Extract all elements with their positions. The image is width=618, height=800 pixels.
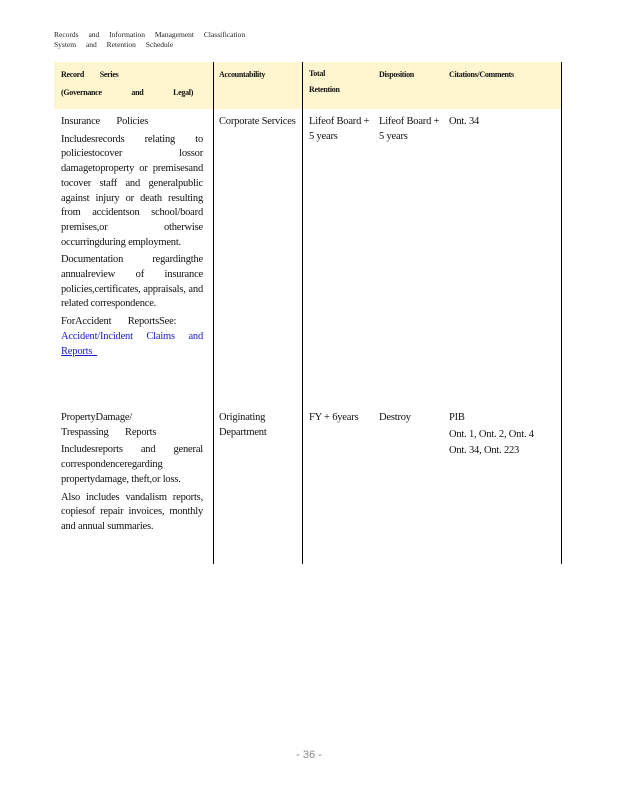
accountability-cell: Corporate Services	[213, 109, 302, 405]
record-title	[61, 411, 203, 440]
retention-schedule-table	[54, 62, 562, 564]
see-also-link[interactable]	[61, 330, 203, 345]
record-description: Includesreports and general correspondenceregarding propertydamage, theft,or loss.	[61, 444, 203, 485]
total-retention-cell: FY + 6years	[302, 405, 375, 564]
record-description-2: Documentation regardingthe annualreview of insurance policies,certificates, appraisals, and related correspondence.	[61, 254, 203, 310]
header-total-retention	[302, 62, 375, 109]
header-record-series-subtitle: (Governance and Legal)	[61, 88, 194, 97]
header-total-retention-line-2: Retention	[309, 85, 340, 94]
record-title-line-2: Trespassing Reports	[61, 426, 157, 438]
citation: Ont. 34	[449, 116, 480, 127]
record-title-line-1: PropertyDamage/	[61, 412, 133, 423]
citations-cell	[447, 405, 562, 564]
header-citations: Citations/Comments	[447, 62, 562, 109]
see-also-link-text-2[interactable]: Reports	[61, 345, 93, 357]
record-series-cell	[54, 109, 213, 405]
see-also-prefix: ForAccident ReportsSee:	[61, 316, 177, 328]
record-description: Includesrecords relating to policiestocover lossor damagetoproperty or premisesand tocover staff and generalpublic against injury or death resulting from accidentson school/board premises,or otherwise occurringduring employment.	[61, 133, 203, 248]
page-number: - 36 -	[296, 749, 322, 761]
table-header-row	[54, 62, 562, 109]
header-accountability: Accountability	[213, 62, 302, 109]
header-total-retention-line-1: Total	[309, 69, 325, 78]
running-header-line-2: System and Retention Schedule	[54, 40, 174, 49]
see-also-link-text-1[interactable]: Accident/Incident Claims and	[61, 330, 203, 342]
citation: Ont. 1, Ont. 2, Ont. 4	[449, 428, 534, 440]
accountability-cell: Originating Department	[213, 405, 302, 564]
table-row	[54, 109, 562, 405]
record-title: Insurance Policies	[61, 116, 149, 127]
header-disposition: Disposition	[379, 70, 414, 79]
record-description-2: Also includes vandalism reports, copiesof repair invoices, monthly and annual summaries.	[61, 491, 203, 532]
citations-cell	[447, 109, 562, 405]
table-row	[54, 405, 562, 564]
citation: Ont. 34, Ont. 223	[449, 445, 520, 457]
disposition-cell: Lifeof Board + 5 years	[379, 116, 440, 142]
total-retention-cell: Lifeof Board + 5 years	[302, 109, 375, 405]
header-record-series	[54, 62, 213, 109]
see-also	[61, 315, 203, 359]
document-running-header	[54, 30, 245, 50]
citation: PIB	[449, 412, 465, 423]
running-header-line-1: Records and Information Management Classification	[54, 30, 246, 39]
disposition-cell: Destroy	[379, 412, 411, 423]
record-series-cell	[54, 405, 213, 564]
header-record-series-title: Record Series	[61, 70, 119, 79]
